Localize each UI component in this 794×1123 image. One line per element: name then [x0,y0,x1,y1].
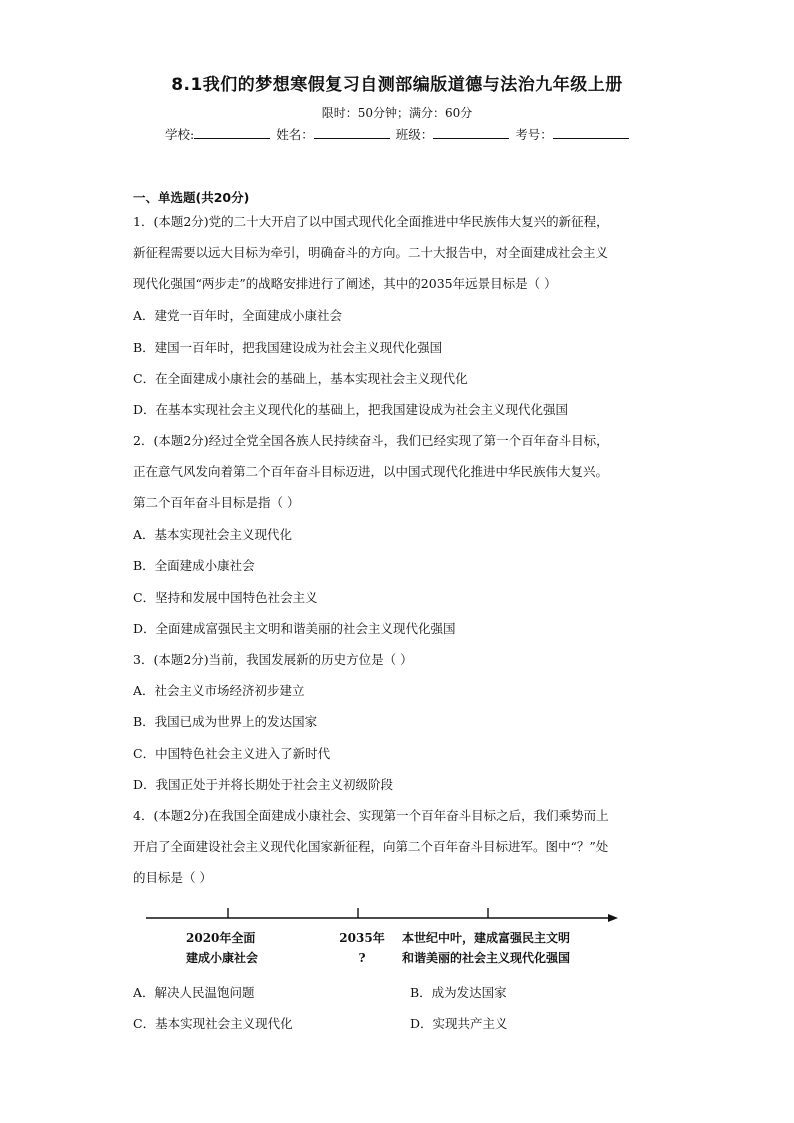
option-b[interactable]: B．我国已成为世界上的发达国家 [133,714,318,729]
question-4 [133,800,673,893]
question-line: 1．(本题2分)党的二十大开启了以中国式现代化全面推进中华民族伟大复兴的新征程， [133,214,609,229]
exam-time-limit: 限时：50分钟；满分：60分 [321,106,473,120]
timeline-arrow [608,914,618,922]
school-blank[interactable] [194,126,270,139]
class-label: 班级： [395,127,434,142]
option-b[interactable]: B．建国一百年时，把我国建设成为社会主义现代化强国 [133,340,443,355]
question-1 [133,206,673,299]
timeline-label-mid-century: 本世纪中叶，建成富强民主文明 和谐美丽的社会主义现代化强国 [402,931,571,965]
number-blank[interactable] [553,126,629,139]
option-b[interactable]: B．成为发达国家 [410,985,507,1000]
option-a[interactable]: A．社会主义市场经济初步建立 [133,683,305,698]
option-d[interactable]: D．我国正处于并将长期处于社会主义初级阶段 [133,777,394,792]
option-c[interactable]: C．中国特色社会主义进入了新时代 [133,746,331,761]
question-line: 2．(本题2分)经过全党全国各族人民持续奋斗，我们已经实现了第一个百年奋斗目标， [133,433,609,448]
timeline-label-2035: 2035年 ? [339,931,385,965]
option-d[interactable]: D．实现共产主义 [410,1016,508,1031]
section-title: 一、单选题(共20分) [133,190,250,205]
name-label: 姓名： [276,127,314,142]
option-c[interactable]: C．基本实现社会主义现代化 [133,1016,293,1031]
question-line: 新征程需要以远大目标为牵引，明确奋斗的方向。二十大报告中，对全面建成社会主义 [133,245,609,260]
timeline-figure [140,900,620,970]
page-title: 8.1我们的梦想寒假复习自测部编版道德与法治九年级上册 [171,75,623,95]
option-a[interactable]: A．建党一百年时，全面建成小康社会 [133,308,343,323]
question-line: 开启了全面建设社会主义现代化国家新征程，向第二个百年奋斗目标进军。图中“？”处 [133,839,609,854]
question-2 [133,425,673,518]
option-c[interactable]: C．在全面建成小康社会的基础上，基本实现社会主义现代化 [133,371,468,386]
option-a[interactable]: A．基本实现社会主义现代化 [133,527,293,542]
option-d[interactable]: D．在基本实现社会主义现代化的基础上，把我国建设成为社会主义现代化强国 [133,402,569,417]
question-line: 3．(本题2分)当前，我国发展新的历史方位是（ ） [133,652,413,667]
option-a[interactable]: A．解决人民温饱问题 [133,985,255,1000]
option-b[interactable]: B．全面建成小康社会 [133,558,255,573]
number-label: 考号： [515,127,553,142]
question-line: 正在意气风发向着第二个百年奋斗目标迈进，以中国式现代化推进中华民族伟大复兴。 [133,464,609,479]
timeline-label-2020: 2020年全面 建成小康社会 [186,931,259,965]
name-blank[interactable] [314,126,390,139]
question-line: 4．(本题2分)在我国全面建成小康社会、实现第一个百年奋斗目标之后，我们乘势而上 [133,808,609,823]
question-line: 现代化强国“两步走”的战略安排进行了阐述，其中的2035年远景目标是（ ） [133,276,557,291]
question-line: 第二个百年奋斗目标是指（ ） [133,495,300,510]
option-d[interactable]: D．全面建成富强民主文明和谐美丽的社会主义现代化强国 [133,621,456,636]
class-blank[interactable] [433,126,509,139]
option-c[interactable]: C．坚持和发展中国特色社会主义 [133,590,318,605]
question-3 [133,644,673,675]
school-label: 学校: [165,127,195,142]
student-info-row [165,125,631,143]
question-line: 的目标是（ ） [133,870,212,885]
